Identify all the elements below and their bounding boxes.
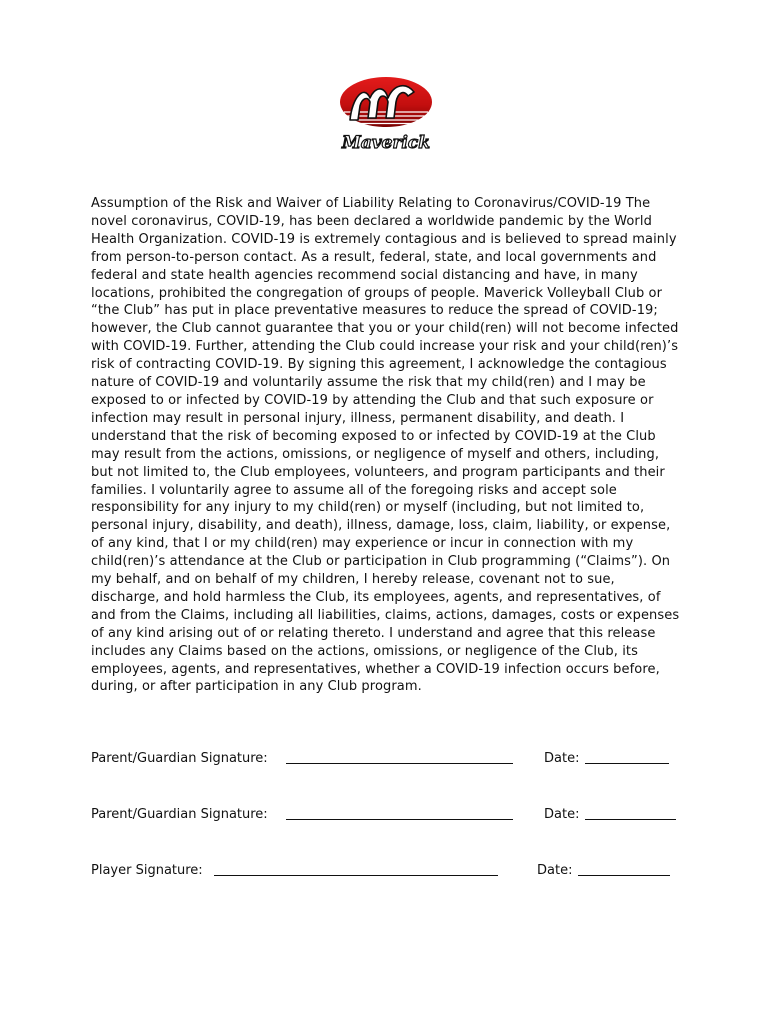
date-line-3[interactable] [578, 875, 670, 876]
parent-signature-row-2 [91, 805, 691, 825]
player-signature-line[interactable] [214, 875, 498, 876]
parent-signature-line-2[interactable] [286, 819, 513, 820]
player-signature-row [91, 861, 691, 881]
date-label: Date: [544, 751, 580, 766]
parent-signature-row-1 [91, 749, 691, 769]
waiver-text: Assumption of the Risk and Waiver of Liability Relating to Coronavirus/COVID-19 The novel coronavirus, COVID-19, has been declared a worldwide pandemic by the World Health Organization. COVID-19 is extremely contagious and is believed to spread mainly from person-to-person contact. As a result, federal, state, and local governments and federal and state health agencies recommend social distancing and have, in many locations, prohibited the congregation of groups of people. Maverick Volleyball Club or “the Club” has put in place preventative measures to reduce the spread of COVID-19; however, the Club cannot guarantee that you or your child(ren) will not become infected with COVID-19. Further, attending the Club could increase your risk and your child(ren)’s risk of contracting COVID-19. By signing this agreement, I acknowledge the contagious nature of COVID-19 and voluntarily assume the risk that my child(ren) and I may be exposed to or infected by COVID-19 by attending the Club and that such exposure or infection may result in personal injury, illness, permanent disability, and death. I understand that the risk of becoming exposed to or infected by COVID-19 at the Club may result from the actions, omissions, or negligence of myself and others, including, but not limited to, the Club employees, volunteers, and program participants and their families. I voluntarily agree to assume all of the foregoing risks and accept sole responsibility for any injury to my child(ren) or myself (including, but not limited to, personal injury, disability, and death), illness, damage, loss, claim, liability, or expense, of any kind, that I or my child(ren) may experience or incur in connection with my child(ren)’s attendance at the Club or participation in Club programming (“Claims”). On my behalf, and on behalf of my children, I hereby release, covenant not to sue, discharge, and hold harmless the Club, its employees, agents, and representatives, of and from the Claims, including all liabilities, claims, actions, damages, costs or expenses of any kind arising out of or relating thereto. I understand and agree that this release includes any Claims based on the actions, omissions, or negligence of the Club, its employees, agents, and representatives, whether a COVID-19 infection occurs before, during, or after participation in any Club program. [91, 196, 680, 695]
date-label: Date: [544, 807, 580, 822]
maverick-logo [330, 76, 442, 156]
parent-signature-label: Parent/Guardian Signature: [91, 751, 268, 766]
player-signature-label: Player Signature: [91, 863, 203, 878]
date-line-2[interactable] [585, 819, 676, 820]
date-label: Date: [537, 863, 573, 878]
parent-signature-line-1[interactable] [286, 763, 513, 764]
parent-signature-label: Parent/Guardian Signature: [91, 807, 268, 822]
logo-wordmark: Maverick [341, 133, 431, 153]
date-line-1[interactable] [585, 763, 669, 764]
